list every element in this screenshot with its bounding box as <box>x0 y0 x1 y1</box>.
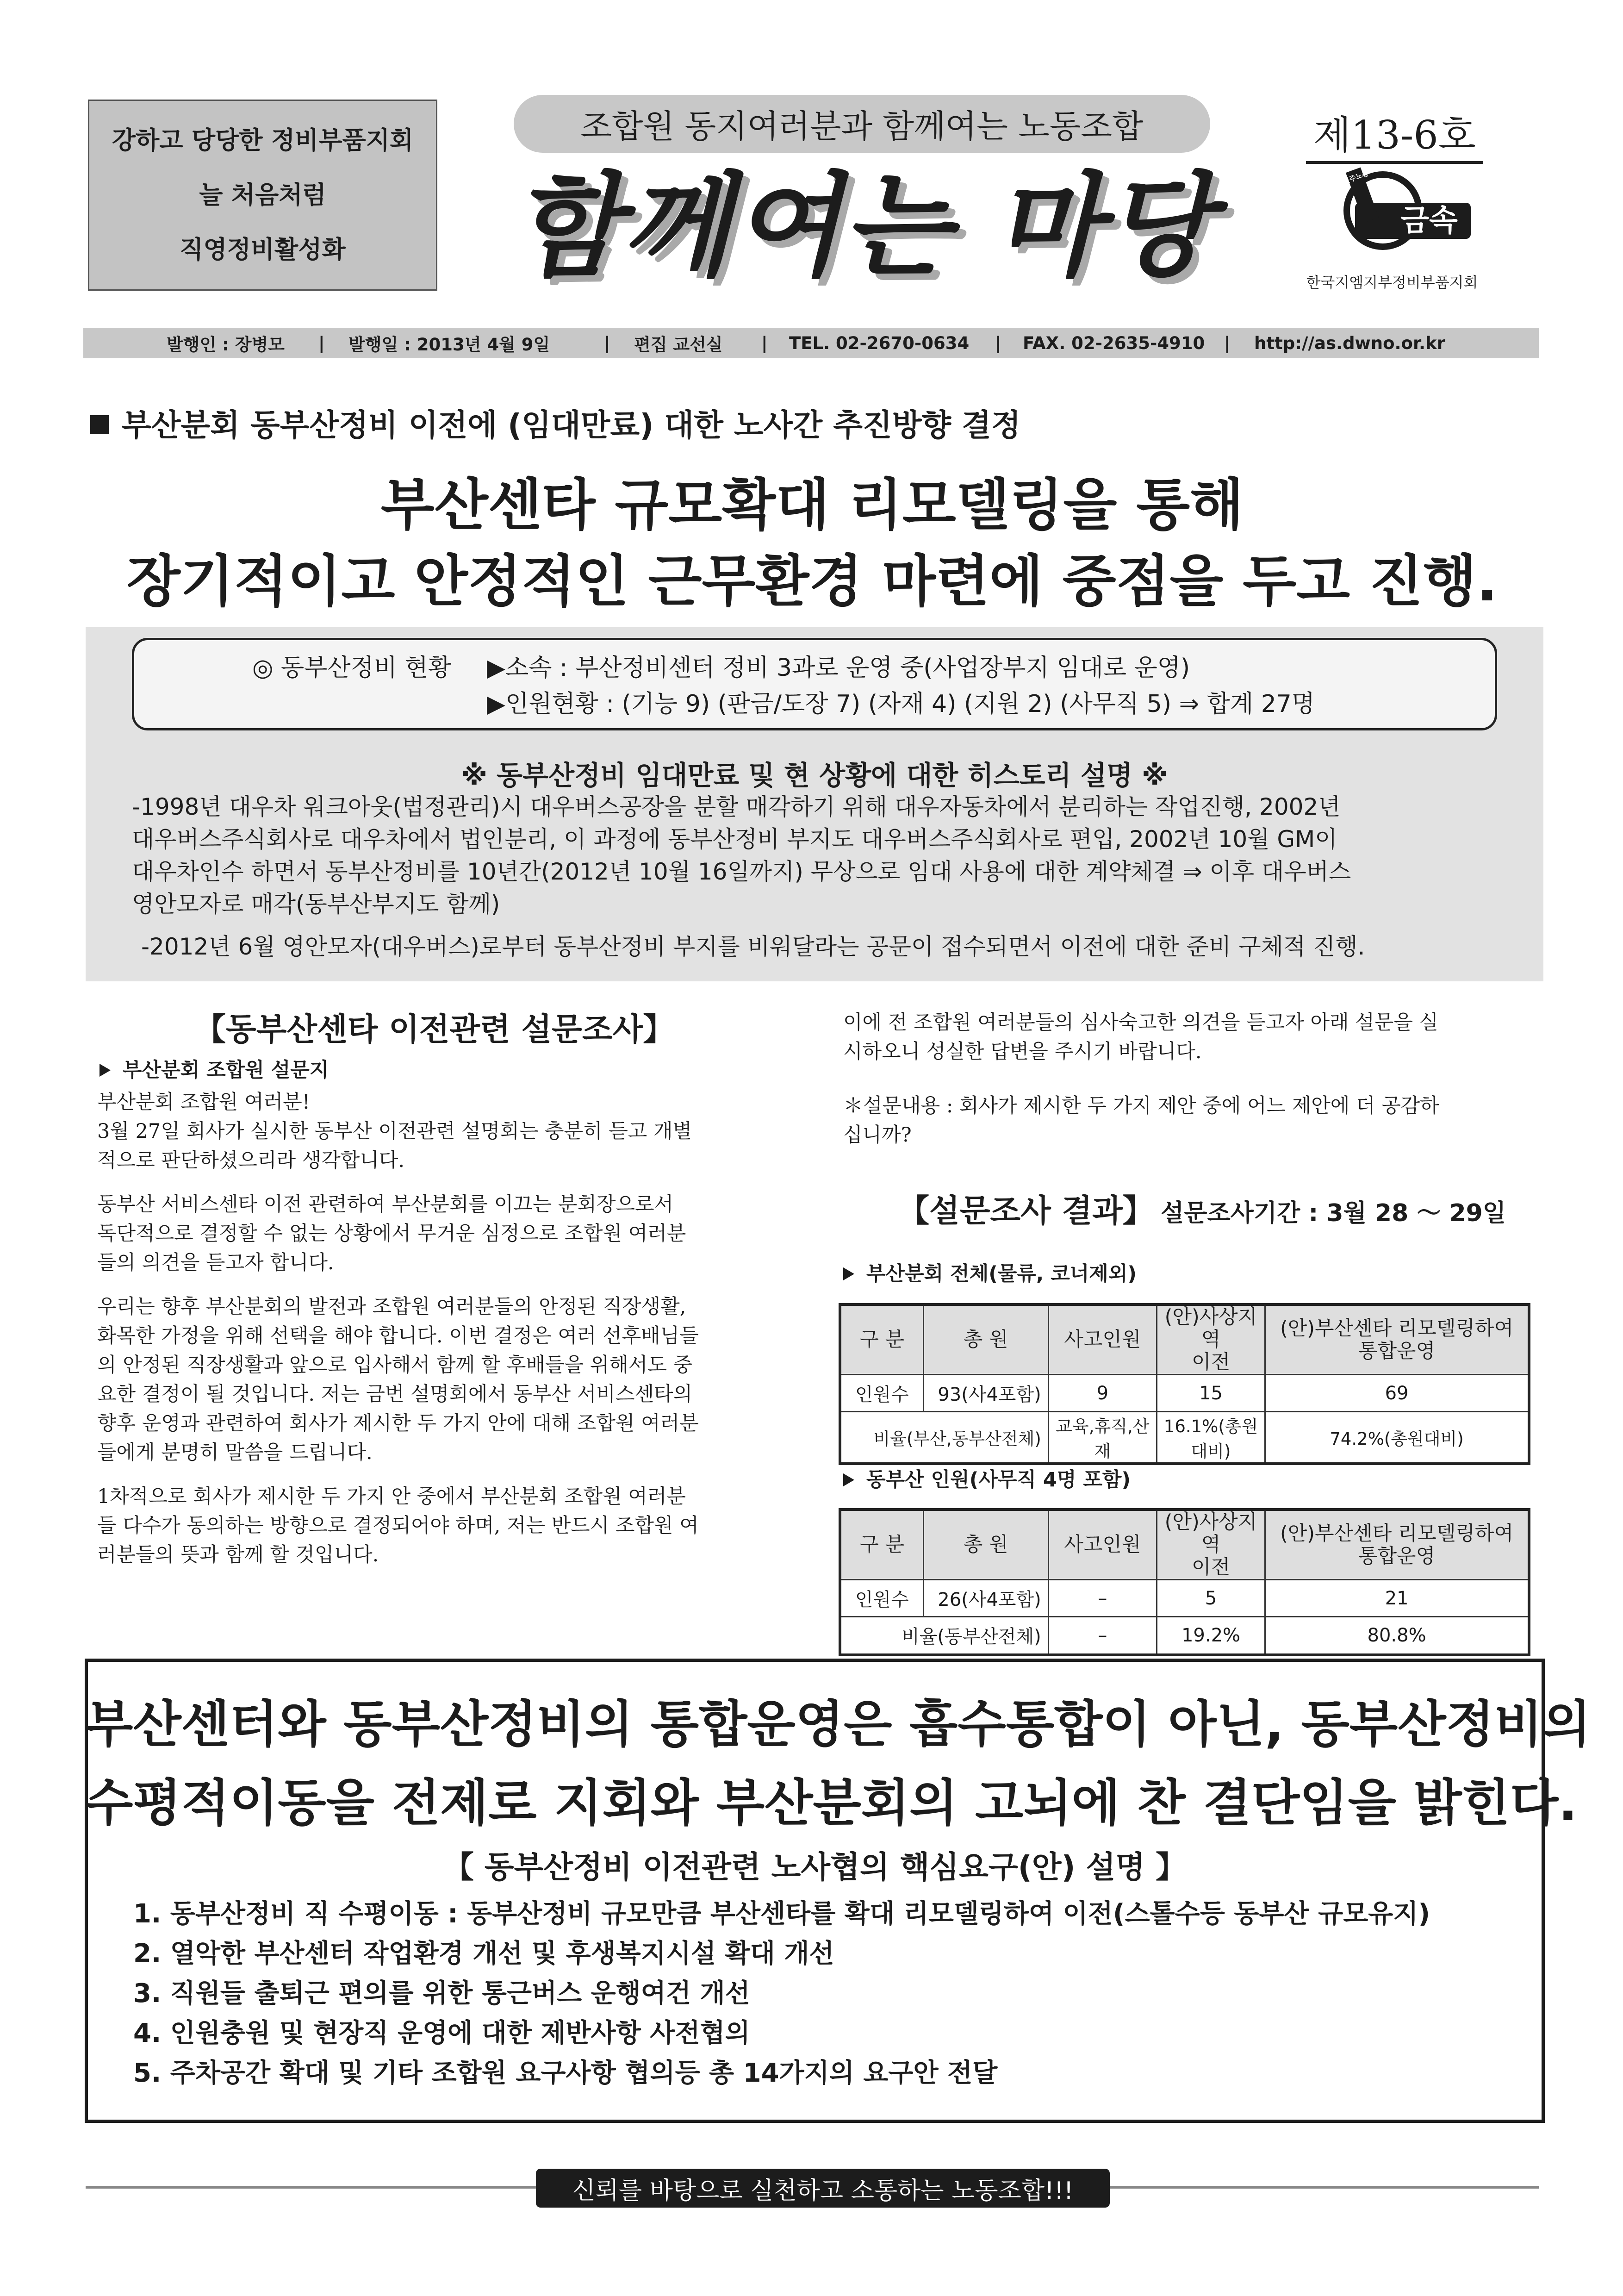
publish-date: 발행일 : 2013년 4월 9일 <box>348 335 550 355</box>
masthead-slogan: 조합원 동지여러분과 함께여는 노동조합 <box>514 95 1210 153</box>
demand-item: 4. 인원충원 및 현장직 운영에 대한 제반사항 사전협의 <box>133 2018 750 2048</box>
headline: 부산센타 규모확대 리모델링을 통해 <box>380 473 1244 537</box>
table-cell: 비율(부산,동부산전체) <box>840 1412 1048 1464</box>
table-cell: 19.2% <box>1157 1617 1265 1655</box>
header-cell: 사고인원 <box>1048 1510 1157 1580</box>
fax: FAX. 02-2635-4910 <box>1023 333 1205 353</box>
table-cell: 5 <box>1157 1580 1265 1617</box>
survey-question-line: ＊설문내용 : 회사가 제시한 두 가지 제안 중에 어느 제안에 더 공감하 <box>843 1094 1439 1117</box>
closing-headline: 수평적이동을 전제로 지회와 부산분회의 고뇌에 찬 결단임을 밝힌다. <box>85 1774 1578 1832</box>
separator: | <box>761 333 768 353</box>
history-title: ※ 동부산정비 임대만료 및 현 상황에 대한 히스토리 설명 ※ <box>461 760 1168 791</box>
survey-letter-line: 요한 결정이 될 것입니다. 저는 금번 설명회에서 동부산 서비스센타의 <box>97 1383 693 1406</box>
survey-letter-line: 3월 27일 회사가 실시한 동부산 이전관련 설명회는 충분히 듣고 개별 <box>97 1120 692 1143</box>
header-cell: 구 분 <box>840 1510 923 1580</box>
survey-intro-line: 이에 전 조합원 여러분들의 심사숙고한 의견을 듣고자 아래 설문을 실 <box>843 1011 1439 1034</box>
results-table-busan <box>839 1303 1530 1465</box>
union-emblem-icon <box>1327 162 1494 259</box>
headline: 장기적이고 안정적인 근무환경 마련에 중점을 두고 진행. <box>126 549 1498 614</box>
motto-box <box>88 100 437 291</box>
website-link[interactable]: http://as.dwno.or.kr <box>1254 333 1445 353</box>
history-line: -1998년 대우차 워크아웃(법정관리)시 대우버스공장을 분할 매각하기 위해 대우자동차에서 분리하는 작업진행, 2002년 <box>132 793 1341 820</box>
survey-subheading: 부산분회 조합원 설문지 <box>99 1054 329 1083</box>
survey-letter-line: 부산분회 조합원 여러분! <box>97 1091 310 1114</box>
triangle-bullet-icon <box>99 1064 111 1077</box>
table-cell: 16.1%(총원대비) <box>1157 1412 1265 1464</box>
separator: | <box>318 333 325 353</box>
survey-letter-line: 의 안정된 직장생활과 앞으로 입사해서 함께 할 후배들을 위해서도 중 <box>97 1354 693 1377</box>
survey-letter-line: 독단적으로 결정할 수 없는 상황에서 무거운 심정으로 조합원 여러분 <box>97 1222 686 1245</box>
survey-intro-line: 시하오니 성실한 답변을 주시기 바랍니다. <box>843 1040 1202 1063</box>
square-bullet-icon <box>90 415 109 434</box>
table-cell: 인원수 <box>840 1580 923 1617</box>
table-cell: 21 <box>1265 1580 1529 1617</box>
results-period: 설문조사기간 : 3월 28 ～ 29일 <box>1161 1199 1506 1227</box>
header-cell: (안)부산센타 리모델링하여 통합운영 <box>1265 1510 1529 1580</box>
header-cell: (안)사상지역 이전 <box>1157 1510 1265 1580</box>
status-affiliation: ▶소속 : 부산정비센터 정비 3과로 운영 중(사업장부지 임대로 운영) <box>487 654 1190 682</box>
table-header-row <box>840 1304 1529 1375</box>
table-cell: 9 <box>1048 1375 1157 1412</box>
survey-letter-line: 동부산 서비스센타 이전 관련하여 부산분회를 이끄는 분회장으로서 <box>97 1193 674 1216</box>
table-cell: 80.8% <box>1265 1617 1529 1655</box>
triangle-bullet-icon <box>843 1473 854 1486</box>
results-title: 【설문조사 결과】 <box>898 1193 1154 1229</box>
history-line: 영안모자로 매각(동부산부지도 함께) <box>132 891 500 917</box>
table-row <box>840 1617 1529 1655</box>
survey-letter-line: 1차적으로 회사가 제시한 두 가지 안 중에서 부산분회 조합원 여러분 <box>97 1485 686 1508</box>
demand-item: 5. 주차공간 확대 및 기타 조합원 요구사항 협의등 총 14가지의 요구안 전달 <box>133 2058 998 2088</box>
triangle-bullet-icon <box>843 1267 854 1280</box>
closing-headline: 부산센터와 동부산정비의 통합운영은 흡수통합이 아닌, 동부산정비의 <box>85 1696 1591 1753</box>
table-cell: 교육,휴직,산재 <box>1048 1412 1157 1464</box>
table-cell: 69 <box>1265 1375 1529 1412</box>
table-header-row <box>840 1510 1529 1580</box>
table-cell: 93(사4포함) <box>923 1375 1048 1412</box>
survey-letter-line: 적으로 판단하셨으리라 생각합니다. <box>97 1149 405 1172</box>
separator: | <box>604 333 610 353</box>
survey-letter-line: 향후 운영과 관련하여 회사가 제시한 두 가지 안에 대해 조합원 여러분 <box>97 1412 699 1435</box>
table-cell: 74.2%(총원대비) <box>1265 1412 1529 1464</box>
results-table-dongbusan <box>839 1508 1530 1656</box>
demand-item: 3. 직원들 출퇴근 편의를 위한 통근버스 운행여건 개선 <box>133 1978 750 2009</box>
demand-item: 1. 동부산정비 직 수평이동 : 동부산정비 규모만큼 부산센타를 확대 리모델링하여 이전(스톨수등 동부산 규모유지) <box>133 1899 1430 1929</box>
header-cell: (안)부산센타 리모델링하여 통합운영 <box>1265 1304 1529 1375</box>
survey-letter-line: 우리는 향후 부산분회의 발전과 조합원 여러분들의 안정된 직장생활, <box>97 1295 686 1318</box>
survey-question-line: 십니까? <box>843 1123 912 1147</box>
table-row <box>840 1412 1529 1464</box>
table-row <box>840 1375 1529 1412</box>
motto-line: 늘 처음처럼 <box>199 181 326 209</box>
issue-number: 제13-6호 <box>1306 104 1483 164</box>
survey-letter-line: 화목한 가정을 위해 선택을 해야 합니다. 이번 결정은 여러 선후배님들 <box>97 1324 699 1348</box>
table-cell: 15 <box>1157 1375 1265 1412</box>
header-cell: 사고인원 <box>1048 1304 1157 1375</box>
emblem-text: 금속 <box>1400 204 1458 238</box>
survey-letter-line: 들에게 분명히 말씀을 드립니다. <box>97 1441 373 1464</box>
table-cell: 26(사4포함) <box>923 1580 1048 1617</box>
history-line: 대우차인수 하면서 동부산정비를 10년간(2012년 10월 16일까지) 무상으로 임대 사용에 대한 계약체결 ⇒ 이후 대우버스 <box>132 858 1351 885</box>
demand-item: 2. 열악한 부산센터 작업환경 개선 및 후생복지시설 확대 개선 <box>133 1939 834 1969</box>
separator: | <box>995 333 1001 353</box>
table1-caption: 부산분회 전체(물류, 코너제외) <box>843 1258 1137 1286</box>
publisher: 발행인 : 장병모 <box>167 335 285 355</box>
emblem-banner: 민주노총 <box>1342 168 1370 186</box>
survey-letter-line: 들의 의견을 듣고자 합니다. <box>97 1251 334 1274</box>
motto-line: 강하고 당당한 정비부품지회 <box>112 126 414 155</box>
status-label: ◎ 동부산정비 현황 <box>252 654 452 682</box>
table-cell: 비율(동부산전체) <box>840 1617 1048 1655</box>
editor: 편집 교선실 <box>634 335 723 355</box>
table-cell: 인원수 <box>840 1375 923 1412</box>
table-row <box>840 1580 1529 1617</box>
history-line: -2012년 6월 영안모자(대우버스)로부터 동부산정비 부지를 비워달라는 공문이 접수되면서 이전에 대한 준비 구체적 진행. <box>141 933 1365 960</box>
footer-slogan: 신뢰를 바탕으로 실천하고 소통하는 노동조합!!! <box>536 2169 1110 2208</box>
header-cell: 총 원 <box>923 1304 1048 1375</box>
article-kicker: 부산분회 동부산정비 이전에 (임대만료) 대한 노사간 추진방향 결정 <box>90 400 1021 444</box>
phone: TEL. 02-2670-0634 <box>789 333 970 353</box>
newsletter-title: 함께여는 마당 <box>512 162 1214 292</box>
history-line: 대우버스주식회사로 대우차에서 법인분리, 이 과정에 동부산정비 부지도 대우버스주식회사로 편입, 2002년 10월 GM이 <box>132 826 1337 853</box>
survey-letter-line: 러분들의 뜻과 함께 할 것입니다. <box>97 1543 379 1566</box>
status-staffing: ▶인원현황 : (기능 9) (판금/도장 7) (자재 4) (지원 2) (사무직 5) ⇒ 합계 27명 <box>487 690 1315 718</box>
header-cell: (안)사상지역 이전 <box>1157 1304 1265 1375</box>
branch-name: 한국지엠지부정비부품지회 <box>1306 274 1478 291</box>
motto-line: 직영정비활성화 <box>180 235 346 264</box>
closing-subtitle: 【 동부산정비 이전관련 노사협의 핵심요구(안) 설명 】 <box>443 1849 1187 1885</box>
survey-title: 【동부산센타 이전관련 설문조사】 <box>194 1011 675 1048</box>
header-cell: 구 분 <box>840 1304 923 1375</box>
table2-caption: 동부산 인원(사무직 4명 포함) <box>843 1464 1131 1492</box>
publication-info-bar <box>83 328 1539 358</box>
header-cell: 총 원 <box>923 1510 1048 1580</box>
separator: | <box>1224 333 1231 353</box>
table-cell: – <box>1048 1617 1157 1655</box>
table-cell: – <box>1048 1580 1157 1617</box>
survey-letter-line: 들 다수가 동의하는 방향으로 결정되어야 하며, 저는 반드시 조합원 여 <box>97 1514 699 1537</box>
